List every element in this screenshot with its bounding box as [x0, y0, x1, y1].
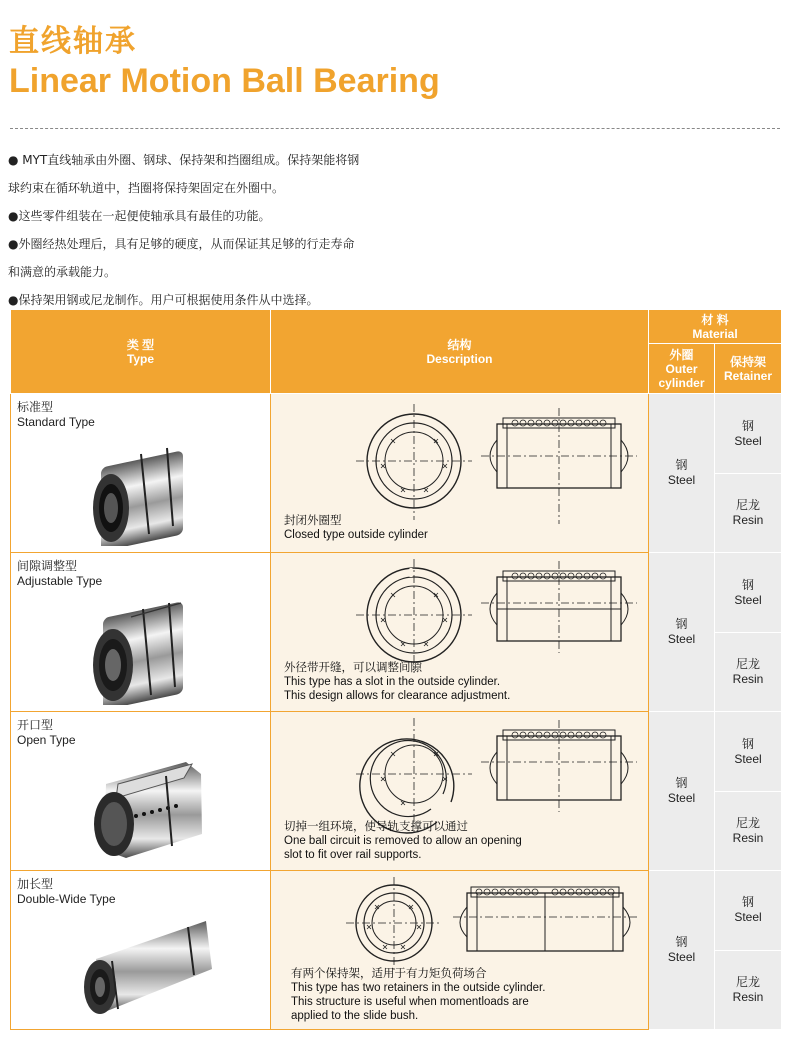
- header-outer-cn: 外圈: [669, 347, 694, 362]
- row-double-wide-description: [271, 871, 649, 1030]
- intro-line: ● MYT直线轴承由外圈、钢球、保持架和挡圈组成。保持架能将钢: [8, 153, 360, 167]
- row-standard-type: [11, 394, 271, 553]
- material-cn: 尼龙: [736, 816, 761, 830]
- material-cn: 钢: [675, 935, 688, 949]
- header-retainer-cn: 保持架: [730, 354, 767, 369]
- row-adjustable-type: [11, 553, 271, 712]
- row-adjustable-description: [271, 553, 649, 712]
- material-en: Steel: [667, 791, 696, 805]
- desc-line: 有两个保持架，适用于有力矩负荷场合: [291, 968, 487, 980]
- header-retainer-en: Retainer: [723, 368, 773, 383]
- spec-table: [10, 309, 782, 1030]
- type-cn: 间隙调整型: [17, 559, 78, 573]
- material-en: Steel: [667, 950, 696, 964]
- intro-line: ●这些零件组装在一起便使轴承具有最佳的功能。: [8, 209, 271, 223]
- desc-line: Closed type outside cylinder: [284, 529, 428, 541]
- material-cn: 尼龙: [736, 498, 761, 512]
- intro-line: 和满意的承载能力。: [8, 265, 117, 279]
- row-open-outer: [649, 712, 715, 871]
- row-double-wide-retainer-steel: [715, 871, 782, 951]
- header-type-cn: 类 型: [126, 337, 155, 352]
- type-en: Standard Type: [17, 415, 95, 429]
- desc-line: This type has a slot in the outside cylinder.: [284, 676, 501, 688]
- page-title-en: Linear Motion Ball Bearing: [9, 62, 440, 100]
- material-en: Steel: [667, 632, 696, 646]
- intro-line: ●保持架用钢或尼龙制作。用户可根据使用条件从中选择。: [8, 293, 319, 307]
- material-cn: 尼龙: [736, 974, 761, 989]
- material-en: Steel: [667, 473, 696, 487]
- material-en: Steel: [734, 592, 762, 607]
- row-standard-retainer-resin: [715, 474, 782, 553]
- bearing-double-wide-image: [56, 913, 226, 1023]
- desc-line: slot to fit over rail supports.: [284, 849, 422, 861]
- material-en: Steel: [734, 433, 762, 448]
- type-en: Adjustable Type: [17, 574, 103, 588]
- type-en: Double-Wide Type: [17, 892, 116, 906]
- row-standard-description: [271, 394, 649, 553]
- row-double-wide-outer: [649, 871, 715, 1030]
- header-type: [11, 310, 271, 394]
- header-outer-en: cylinder: [658, 375, 705, 390]
- bearing-standard-image: [71, 436, 211, 546]
- intro-text: [8, 146, 428, 314]
- type-cn: 标准型: [17, 400, 54, 414]
- intro-line: 球约束在循环轨道中，挡圈将保持架固定在外圈中。: [8, 181, 285, 195]
- material-cn: 钢: [675, 617, 688, 631]
- material-cn: 尼龙: [736, 657, 761, 671]
- description-text: [291, 967, 545, 1023]
- header-material-cn: 材 料: [701, 312, 729, 327]
- row-standard-outer: [649, 394, 715, 553]
- desc-line: 外径带开缝，可以调整间隙: [284, 662, 422, 674]
- desc-line: This type has two retainers in the outside cylinder.: [291, 982, 546, 994]
- row-open-type: [11, 712, 271, 871]
- row-open-retainer-steel: [715, 712, 782, 792]
- header-desc-en: Description: [426, 351, 493, 366]
- bearing-open-image: [66, 754, 216, 864]
- header-description: [271, 310, 649, 394]
- description-text: [284, 661, 510, 703]
- desc-line: One ball circuit is removed to allow an opening: [284, 835, 522, 847]
- header-retainer: [715, 344, 782, 394]
- type-cn: 加长型: [17, 877, 54, 891]
- material-en: Resin: [732, 831, 764, 845]
- header-material-en: Material: [692, 326, 738, 341]
- desc-line: This design allows for clearance adjustment.: [284, 690, 511, 702]
- desc-line: This structure is useful when momentloads are: [291, 996, 529, 1008]
- type-cn: 开口型: [17, 718, 54, 732]
- material-cn: 钢: [742, 895, 755, 910]
- bearing-adjustable-image: [71, 595, 211, 705]
- row-double-wide-retainer-resin: [715, 950, 782, 1030]
- header-outer-en: Outer: [665, 361, 698, 376]
- material-cn: 钢: [675, 458, 688, 472]
- material-en: Resin: [732, 989, 764, 1004]
- material-en: Steel: [734, 751, 762, 766]
- description-text: [284, 514, 428, 542]
- header-desc-cn: 结构: [447, 337, 472, 352]
- row-open-description: [271, 712, 649, 871]
- material-en: Resin: [732, 513, 764, 527]
- type-en: Open Type: [17, 733, 76, 747]
- material-en: Steel: [734, 910, 762, 925]
- row-adjustable-outer: [649, 553, 715, 712]
- material-cn: 钢: [742, 418, 755, 433]
- header-outer: [649, 344, 715, 394]
- header-type-en: Type: [126, 351, 155, 366]
- intro-line: ●外圈经热处理后，具有足够的硬度，从而保证其足够的行走寿命: [8, 237, 355, 251]
- desc-line: 切掉一组环境，使导轨支撑可以通过: [284, 821, 468, 833]
- row-open-retainer-resin: [715, 792, 782, 871]
- description-text: [284, 820, 522, 862]
- divider: [10, 128, 780, 129]
- page-title-cn: 直线轴承: [9, 24, 137, 59]
- row-standard-retainer-steel: [715, 394, 782, 474]
- material-cn: 钢: [742, 577, 755, 592]
- material-en: Resin: [732, 672, 764, 686]
- desc-line: 封闭外圈型: [284, 515, 342, 527]
- row-adjustable-retainer-steel: [715, 553, 782, 633]
- desc-line: applied to the slide bush.: [291, 1010, 419, 1022]
- header-material: [649, 310, 782, 344]
- material-cn: 钢: [742, 736, 755, 751]
- row-adjustable-retainer-resin: [715, 633, 782, 712]
- material-cn: 钢: [675, 776, 688, 790]
- row-double-wide-type: [11, 871, 271, 1030]
